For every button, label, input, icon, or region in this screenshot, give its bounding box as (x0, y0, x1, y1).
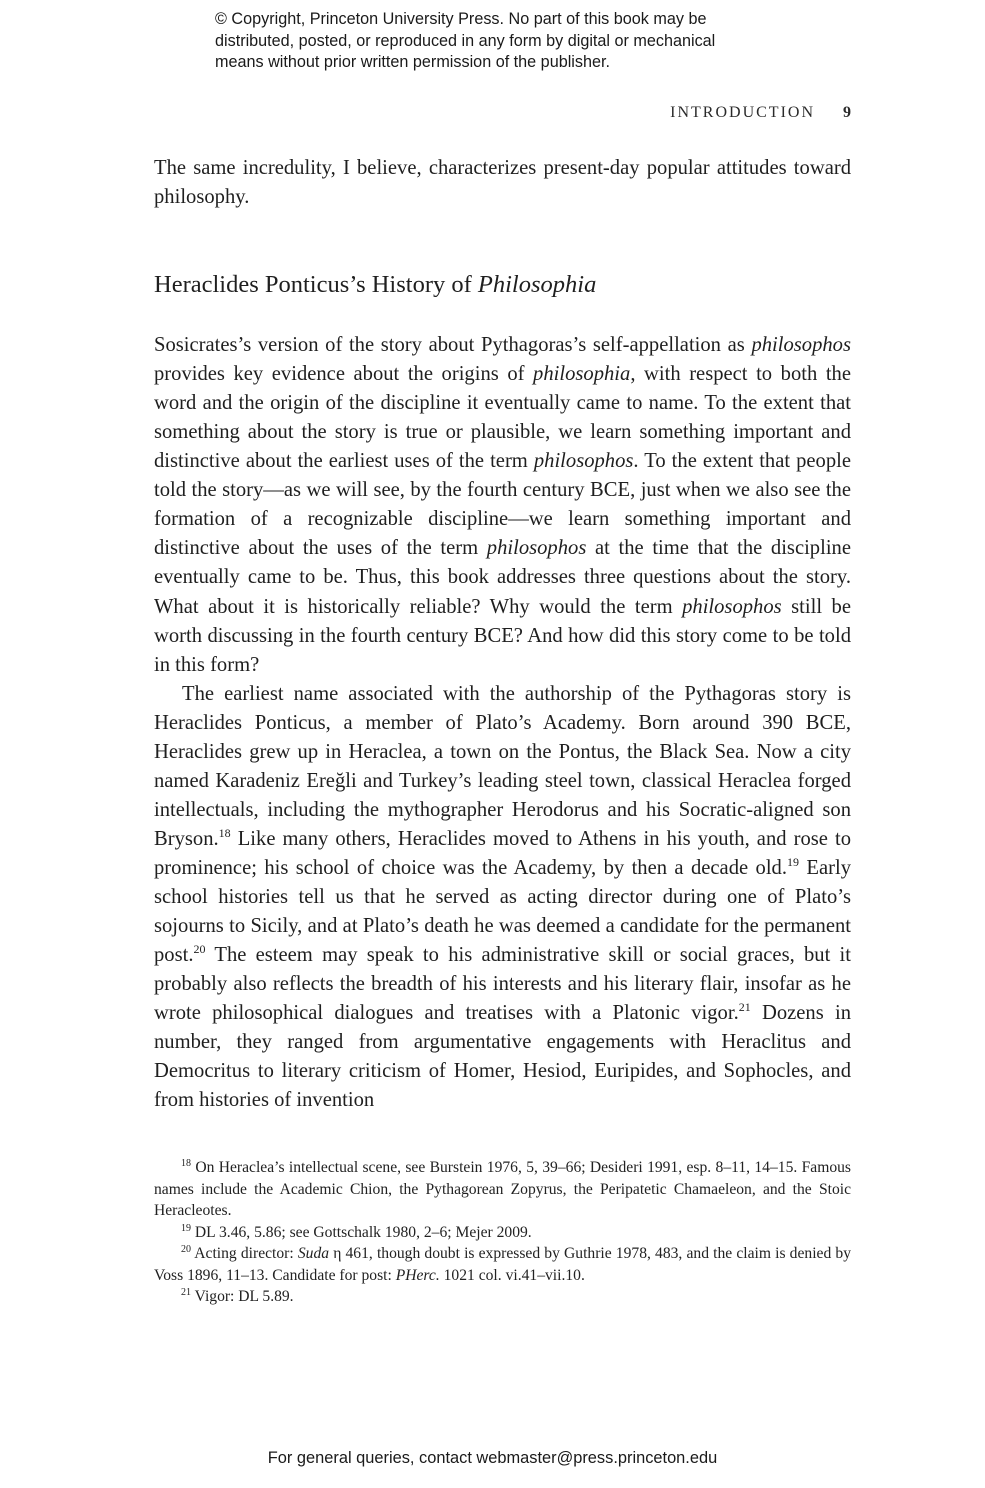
copyright-line: distributed, posted, or reproduced in any form by digital or mechanical (215, 31, 716, 50)
text-run: Dozens in number, they ranged from argumentative engagements with Heraclitus and Democritus to literary criticism of Homer, Hesiod, Euripides, and Sophocles, and from histories of invention (154, 1002, 851, 1112)
italic-term: philosophia (533, 363, 631, 386)
main-text (154, 154, 851, 1115)
text-run: The earliest name associated with the authorship of the Pythagoras story is Heraclides Ponticus, a member of Plato’s Academy. Born around 390 BCE, Heraclides grew up in Heraclea, a town on the Pontus, the Black Sea. Now a city named Karadeniz Ereğli and Turkey’s leading steel town, classical Heraclea forged intellectuals, including the mythographer Herodorus and his Socratic-aligned son Bryson. (154, 682, 851, 850)
paragraph: The same incredulity, I believe, characterizes present-day popular attitudes toward philosophy. (154, 157, 851, 209)
footnote-text: 1021 col. vi.41–vii.10. (439, 1266, 585, 1284)
footnote-number: 20 (181, 1244, 191, 1255)
running-head (560, 104, 851, 122)
italic-term: philosophos (682, 595, 782, 618)
footnote (154, 1243, 851, 1286)
copyright-line: © Copyright, Princeton University Press. No part of this book may be (215, 10, 707, 28)
italic-term: philosophos (486, 537, 587, 560)
footnote-text: On Heraclea’s intellectual scene, see Burstein 1976, 5, 39–66; Desideri 1991, esp. 8–11, 14–15. Famous names include the Academic Chion, the Pythagorean Zopyrus, the Peripatetic Chamaeleon, and the Stoic Heracleotes. (154, 1159, 851, 1219)
footnote-number: 18 (181, 1158, 191, 1169)
footnote-ref[interactable]: 19 (787, 854, 799, 869)
footnote-ref[interactable]: 18 (218, 825, 231, 840)
footnote-text: DL 3.46, 5.86; see Gottschalk 1980, 2–6; Mejer 2009. (191, 1223, 532, 1241)
section-heading-italic: Philosophia (477, 271, 597, 299)
italic-term: philosophos (533, 450, 634, 473)
section-heading (154, 269, 851, 301)
italic-term: philosophos (751, 334, 851, 357)
text-run: Early school histories tell us that he served as acting director during one of Plato’s sojourns to Sicily, and at Plato’s death he was deemed a candidate for the permanent post. (154, 856, 851, 967)
footnote-number: 21 (181, 1287, 191, 1298)
footnote-ref[interactable]: 21 (738, 1000, 751, 1015)
text-run: Sosicrates’s version of the story about Pythagoras’s self-appellation as (154, 334, 752, 357)
text-run: The esteem may speak to his administrative skill or social graces, but it probably also reflects the breadth of his interests and his literary flair, insofar as he wrote philosophical dialogues and treatises with a Platonic vigor. (154, 944, 851, 1025)
paragraph (154, 331, 851, 680)
footnote-number: 19 (181, 1222, 191, 1234)
footnote (154, 1157, 851, 1222)
footnote-text: Acting director: (191, 1245, 298, 1262)
section-heading-text: Heraclides Ponticus’s History of (154, 271, 478, 299)
text-run: , with respect to both the word and the origin of the discipline it eventually came to name. To the extent that something about the story is true or plausible, we learn something important and distinctive about the earliest uses of the term (154, 363, 851, 473)
text-run: provides key evidence about the origins of (154, 363, 534, 386)
copyright-notice (215, 9, 855, 74)
text-run: at the time that the discipline eventually came to be. Thus, this book addresses three questions about the story. What about it is historically reliable? Why would the term (154, 537, 851, 618)
italic-term: PHerc. (395, 1266, 440, 1284)
page-number: 9 (843, 104, 851, 121)
footnote-text: Vigor: DL 5.89. (191, 1288, 294, 1305)
running-head-title: INTRODUCTION (670, 104, 815, 121)
footnote (154, 1286, 851, 1308)
footnotes (154, 1157, 851, 1308)
text-run: . To the extent that people told the story—as we will see, by the fourth century BCE, just when we also see the formation of a recognizable discipline—we learn something important and distinctive about the uses of the term (154, 450, 851, 560)
text-run: Like many others, Heraclides moved to Athens in his youth, and rose to prominence; his school of choice was the Academy, by then a decade old. (154, 827, 851, 879)
footnote-ref[interactable]: 20 (193, 942, 206, 957)
copyright-line: means without prior written permission of the publisher. (215, 53, 610, 71)
italic-term: Suda (297, 1245, 330, 1262)
contact-footer: For general queries, contact webmaster@press.princeton.edu (267, 1449, 718, 1467)
text-run: still be worth discussing in the fourth century BCE? And how did this story come to be told in this form? (154, 595, 851, 676)
paragraph (154, 680, 851, 1116)
footnote (154, 1222, 851, 1244)
footnote-text: η 461, though doubt is expressed by Guthrie 1978, 483, and the claim is denied by Voss 1896, 11–13. Candidate for post: (154, 1245, 851, 1284)
